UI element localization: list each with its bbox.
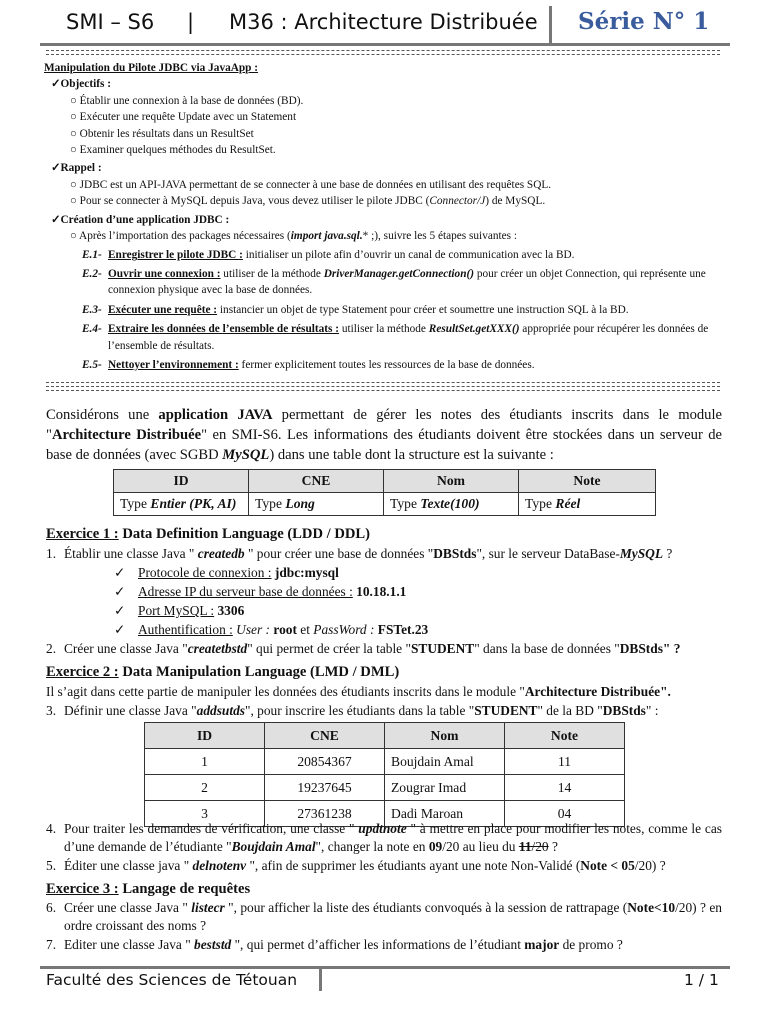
objectif-item: ○ Établir une connexion à la base de données (BD). <box>70 94 304 107</box>
question-6: 6. Créer une classe Java " listecr ", pour afficher la liste des étudiants convoqués à la session de rattrapage (Note<10/20) ? en ordre croissant des noms ? <box>46 900 722 933</box>
exercise-2 <box>46 663 722 720</box>
exercise-1-heading: Exercice 1 : Data Definition Language (LDD / DDL) <box>46 526 371 542</box>
question-2: 2. Créer une classe Java "createtbstd" qui permet de créer la table "STUDENT" dans la base de données "DBStds" ? <box>46 641 681 656</box>
students-header: ID <box>145 723 265 749</box>
connection-param: ✓ Protocole de connexion : jdbc:mysql <box>114 565 339 580</box>
exercise-1 <box>46 525 722 658</box>
question-7: 7. Editer une classe Java " beststd ", qui permet d’afficher les informations de l’étudiant major de promo ? <box>46 937 623 952</box>
students-header: CNE <box>265 723 385 749</box>
jdbc-step: E.4- Extraire les données de l’ensemble de résultats : utiliser la méthode ResultSet.getXXX() appropriée pour récupérer les données de l’ensemble de résultats. <box>82 323 709 352</box>
exercise-3 <box>46 879 722 954</box>
structure-header: Nom <box>384 470 519 493</box>
box-bottom-dash-3 <box>46 390 720 391</box>
header-divider <box>549 6 552 44</box>
students-header: Note <box>505 723 625 749</box>
table-row: 2 19237645 Zougrar Imad 14 <box>145 775 625 801</box>
table-row: 3 27361238 Dadi Maroan 04 <box>145 801 625 827</box>
intro-paragraph: Considérons une application JAVA permettant de gérer les notes des étudiants inscrits dans le module "Architecture Distribuée" en SMI-S6. Les informations des étudiants doivent être stockées dans un serveur de base de données (avec SGBD MySQL) dans une table dont la structure est la suivante : <box>46 407 722 463</box>
connection-param: ✓ Port MySQL : 3306 <box>114 603 245 618</box>
structure-cell: Type Entier (PK, AI) <box>114 493 249 516</box>
page-number: 1 / 1 <box>684 971 719 989</box>
rappel-item: ○ JDBC est un API-JAVA permettant de se connecter à une base de données en utilisant des requêtes SQL. <box>70 178 552 191</box>
structure-table <box>113 469 656 516</box>
jdbc-step: E.2- Ouvrir une connexion : utiliser de la méthode DriverManager.getConnection() pour créer un objet Connection, qui représente une connexion physique avec la base de données. <box>82 267 706 297</box>
question-3: 3. Définir une classe Java "addsutds", pour inscrire les étudiants dans la table "STUDENT" de la BD "DBStds" : <box>46 703 659 718</box>
footer-divider <box>319 967 322 991</box>
box-bottom-dash-1 <box>46 382 720 383</box>
question-1: 1. Établir une classe Java " createdb " pour créer une base de données "DBStds", sur le serveur DataBase-MySQL ? <box>46 546 673 561</box>
faculty-name: Faculté des Sciences de Tétouan <box>46 971 298 989</box>
students-header: Nom <box>385 723 505 749</box>
connection-param: ✓ Authentification : User : root et PassWord : FSTet.23 <box>114 622 429 637</box>
objectif-item: ○ Obtenir les résultats dans un ResultSet <box>70 127 254 140</box>
jdbc-step: E.3- Exécuter une requête : instancier un objet de type Statement pour créer et soumettre une instruction SQL à la BD. <box>82 303 629 316</box>
structure-cell: Type Long <box>249 493 384 516</box>
intro-box-title: Manipulation du Pilote JDBC via JavaApp : <box>44 62 259 74</box>
exercise-2-heading: Exercice 2 : Data Manipulation Language (LMD / DML) <box>46 664 400 680</box>
header-rule <box>40 43 730 46</box>
question-5: 5. Éditer une classe java " delnotenv ", afin de supprimer les étudiants ayant une note Non-Validé (Note < 05/20) ? <box>46 858 666 873</box>
footer-rule <box>40 966 730 969</box>
exercise-3-heading: Exercice 3 : Langage de requêtes <box>46 881 251 897</box>
box-top-dash-2 <box>46 54 720 55</box>
exercise-2-intro: Il s’agit dans cette partie de manipuler les données des étudiants inscrits dans le module "Architecture Distribuée". <box>46 684 671 699</box>
box-bottom-dash-2 <box>46 386 720 387</box>
jdbc-step: E.5- Nettoyer l’environnement : fermer explicitement toutes les ressources de la base de données. <box>82 358 535 371</box>
course-code: SMI – S6 <box>66 10 155 34</box>
structure-header: Note <box>519 470 656 493</box>
jdbc-step: E.1- Enregistrer le pilote JDBC : initialiser un pilote afin d’ouvrir un canal de communication avec la BD. <box>82 249 575 262</box>
intro-box <box>44 60 724 373</box>
creation-label: ✓Création d’une application JDBC : <box>51 213 230 226</box>
table-row: 1 20854367 Boujdain Amal 11 <box>145 749 625 775</box>
objectifs-label: ✓Objectifs : <box>51 78 111 91</box>
rappel-label: ✓Rappel : <box>51 162 102 175</box>
objectif-item: ○ Exécuter une requête Update avec un Statement <box>70 111 297 124</box>
structure-cell: Type Texte(100) <box>384 493 519 516</box>
question-4: 4. Pour traiter les demandes de vérification, une classe " updtnote " à mettre en place pour modifier les notes, comme le cas d’une demande de l’étudiante "Boujdain Amal", changer la note en 09/20 au lieu du 11/20 ? <box>46 821 722 854</box>
header-separator: | <box>187 10 195 34</box>
objectif-item: ○ Examiner quelques méthodes du ResultSet. <box>70 144 276 157</box>
structure-cell: Type Réel <box>519 493 656 516</box>
connection-param: ✓ Adresse IP du serveur base de données : 10.18.1.1 <box>114 584 407 599</box>
exercise-2-questions <box>46 820 722 875</box>
module-title: M36 : Architecture Distribuée <box>229 10 538 34</box>
creation-item: ○ Après l’importation des packages nécessaires (import java.sql.* ;), suivre les 5 étapes suivantes : <box>70 230 518 243</box>
students-table <box>144 722 625 827</box>
structure-header: CNE <box>249 470 384 493</box>
box-top-dash-1 <box>46 50 720 51</box>
structure-header: ID <box>114 470 249 493</box>
serie-number: Série N° 1 <box>578 8 710 35</box>
rappel-item: ○ Pour se connecter à MySQL depuis Java, vous devez utiliser le pilote JDBC (Connector/J) de MySQL. <box>70 195 546 208</box>
